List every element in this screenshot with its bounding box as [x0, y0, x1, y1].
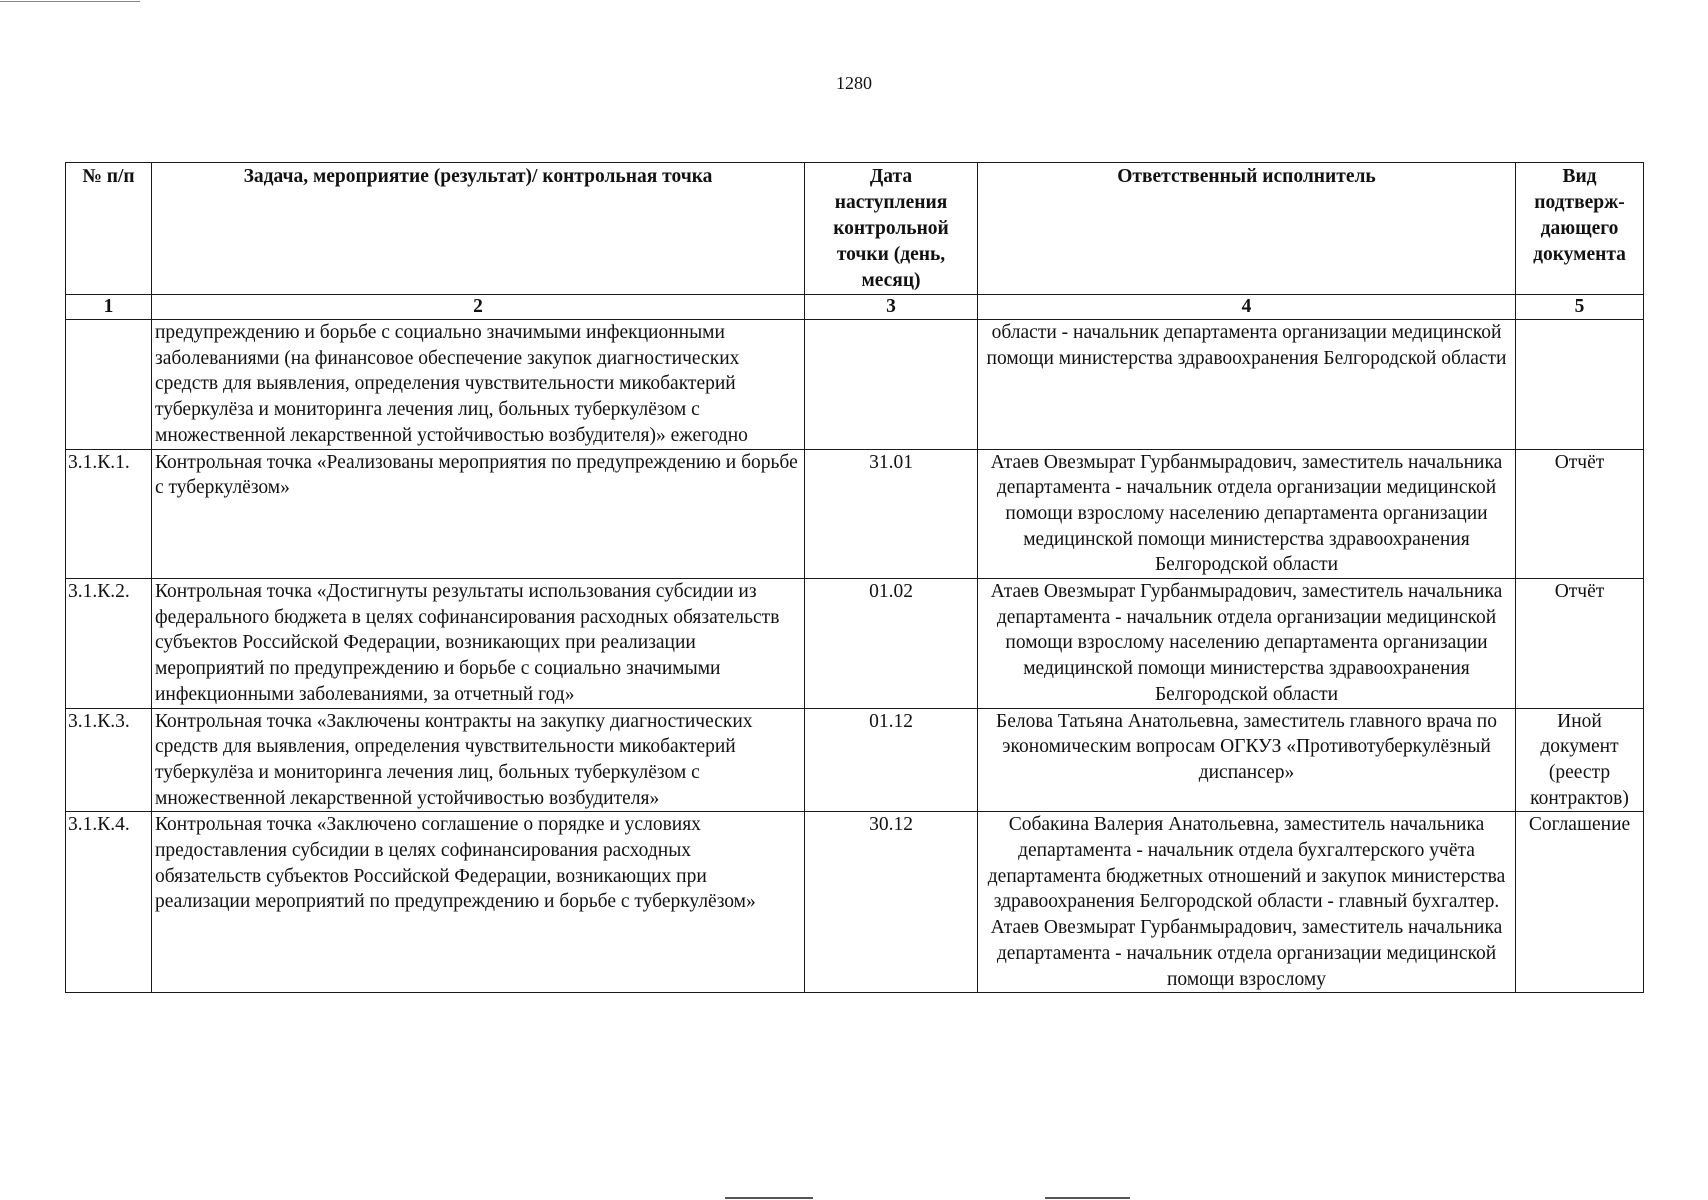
- row-responsible: [978, 812, 1516, 993]
- table-row: [66, 449, 1644, 579]
- header-number: № п/п: [66, 163, 152, 295]
- row-task: Контрольная точка «Реализованы мероприятия по предупреждению и борьбе с туберкулёзом»: [152, 449, 805, 579]
- table-row: [66, 579, 1644, 709]
- row-responsible: Атаев Овезмырат Гурбанмырадович, заместитель начальника департамента - начальник отдела организации медицинской помощи взрослому населению департамента организации медицинской помощи министерства здравоохранения Белгородской области: [978, 579, 1516, 709]
- row-number: 3.1.К.2.: [66, 579, 152, 709]
- row-date: 01.02: [805, 579, 978, 709]
- row-document: Отчёт: [1516, 579, 1644, 709]
- row-document: Иной документ (реестр контрактов): [1516, 708, 1644, 812]
- header-document: Вид подтверж-дающего документа: [1516, 163, 1644, 295]
- row-date: 01.12: [805, 708, 978, 812]
- row-number: 3.1.К.1.: [66, 449, 152, 579]
- header-responsible: Ответственный исполнитель: [978, 163, 1516, 295]
- row-document: [1516, 320, 1644, 450]
- column-number: 2: [152, 295, 805, 320]
- table-row: [66, 708, 1644, 812]
- row-responsible: Белова Татьяна Анатольевна, заместитель главного врача по экономическим вопросам ОГКУЗ «Противотуберкулёзный диспансер»: [978, 708, 1516, 812]
- row-number: [66, 320, 152, 450]
- scan-artifact-line: [1045, 1197, 1130, 1199]
- row-task: Контрольная точка «Достигнуты результаты использования субсидии из федерального бюджета в целях софинансирования расходных обязательств субъектов Российской Федерации, возникающих при реализации мероприятий по предупреждению и борьбе с социально значимыми инфекционными заболеваниями, за отчетный год»: [152, 579, 805, 709]
- row-task: предупреждению и борьбе с социально значимыми инфекционными заболеваниями (на финансовое обеспечение закупок диагностических средств для выявления, определения чувствительности микобактерий туберкулёза и мониторинга лечения лиц, больных туберкулёзом с множественной лекарственной устойчивостью возбудителя)» ежегодно: [152, 320, 805, 450]
- responsible-person-2: Атаев Овезмырат Гурбанмырадович, заместитель начальника департамента - начальник отдела организации медицинской помощи взрослому: [990, 917, 1503, 990]
- row-date: [805, 320, 978, 450]
- scan-artifact-line: [0, 1, 140, 2]
- page-number: 1280: [836, 73, 872, 93]
- row-responsible: области - начальник департамента организации медицинской помощи министерства здравоохранения Белгородской области: [978, 320, 1516, 450]
- table-row: [66, 320, 1644, 450]
- row-document: Отчёт: [1516, 449, 1644, 579]
- table-header-row: [66, 163, 1644, 295]
- row-number: 3.1.К.4.: [66, 812, 152, 993]
- row-number: 3.1.К.3.: [66, 708, 152, 812]
- column-number: 1: [66, 295, 152, 320]
- row-task: Контрольная точка «Заключены контракты на закупку диагностических средств для выявления, определения чувствительности микобактерий туберкулёза и мониторинга лечения лиц, больных туберкулёзом с множественной лекарственной устойчивостью возбудителя»: [152, 708, 805, 812]
- responsible-person-1: Собакина Валерия Анатольевна, заместитель начальника департамента - начальник отдела бухгалтерского учёта департамента бюджетных отношений и закупок министерства здравоохранения Белгородской области - главный бухгалтер.: [987, 814, 1506, 913]
- row-task: Контрольная точка «Заключено соглашение о порядке и условиях предоставления субсидии в целях софинансирования расходных обязательств субъектов Российской Федерации, возникающих при реализации мероприятий по предупреждению и борьбе с туберкулёзом»: [152, 812, 805, 993]
- row-responsible: Атаев Овезмырат Гурбанмырадович, заместитель начальника департамента - начальник отдела организации медицинской помощи взрослому населению департамента организации медицинской помощи министерства здравоохранения Белгородской области: [978, 449, 1516, 579]
- column-number: 5: [1516, 295, 1644, 320]
- table-row: [66, 812, 1644, 993]
- header-date: Дата наступления контрольной точки (день, месяц): [805, 163, 978, 295]
- header-task: Задача, мероприятие (результат)/ контрольная точка: [152, 163, 805, 295]
- scan-artifact-line: [725, 1197, 813, 1199]
- control-points-table: [65, 162, 1644, 993]
- column-number: 3: [805, 295, 978, 320]
- row-date: 31.01: [805, 449, 978, 579]
- column-numbers-row: [66, 295, 1644, 320]
- row-document: Соглашение: [1516, 812, 1644, 993]
- column-number: 4: [978, 295, 1516, 320]
- row-date: 30.12: [805, 812, 978, 993]
